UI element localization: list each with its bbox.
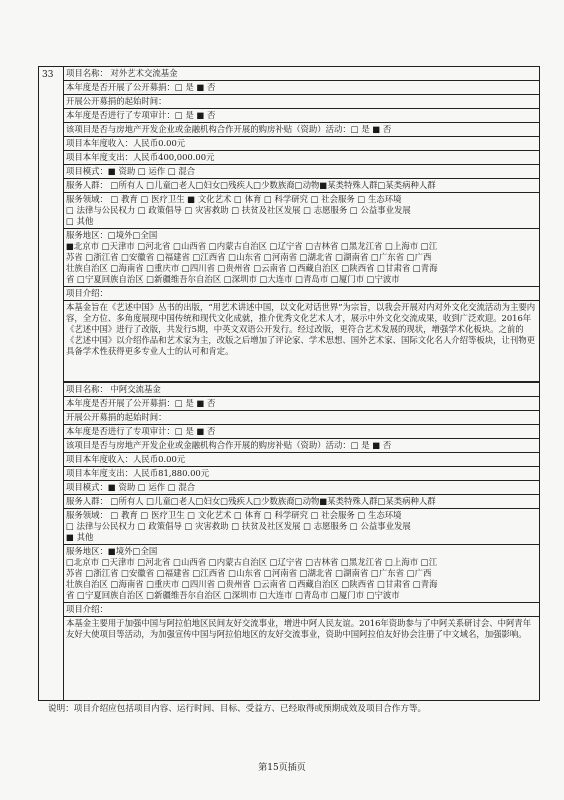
- region-line: 苏省 □浙江省 □安徽省 □福建省 □江西省 □山东省 □河南省 □湖北省 □湖南省 □广东省 □广西: [66, 568, 432, 578]
- region-line: 壮族自治区 □海南省 □重庆市 □四川省 □贵州省 □云南省 □西藏自治区 □陕西省 □甘肃省 □青海: [66, 263, 438, 273]
- region-line: 壮族自治区 □海南省 □重庆市 □四川省 □贵州省 □云南省 □西藏自治区 □陕西省 □甘肃省 □青海: [66, 579, 438, 589]
- mode-field: 项目模式：■ 资助 □ 运作 □ 混合: [64, 165, 539, 179]
- region-head: 服务地区：□境外□全国: [66, 230, 158, 240]
- fundraising-field: 本年度是否开展了公开募捐：□ 是 ■ 否: [64, 397, 539, 411]
- expense-field: 项目本年度支出：人民币400,000.00元: [64, 151, 539, 165]
- intro-head: 项目介绍：: [64, 287, 539, 301]
- region-line: □北京市 □天津市 □河北省 □山西省 □内蒙古自治区 □辽宁省 □吉林省 □黑龙江省 □上海市 □江: [66, 557, 438, 567]
- service-field-line: □ 法律与公民权力 □ 政策倡导 □ 灾害救助 □ 扶贫及社区发展 □ 志愿服务 □ 公益事业发展: [66, 521, 411, 531]
- intro-text: 本基金旨在《艺述中国》丛书的出版，“用艺术讲述中国，以文化对话世界”为宗旨，以我会开展对内对外文化交流活动为主要内容，全方位、多角度展现中国传统和现代文化成就，推介优秀文化艺术人才，展示中外文化交流成果，收到广泛欢迎。2016年《艺述中国》进行了改版，共发行5期，中英文双语公开发行。经过改版，更符合艺术发展的现状，增强学术化板块。之前的《艺述中国》以介绍作品和艺术家为主，改版之后增加了评论家、学术思想、国外艺术家、国际文化名人介绍等板块，让刊物更具备学术性获得更多专业人士的认可和肯定。: [64, 301, 539, 383]
- index-column: [39, 67, 64, 700]
- region-head: 服务地区：■境外□全国: [66, 546, 158, 556]
- intro-head: 项目介绍：: [64, 603, 539, 617]
- footnote: 说明：项目介绍应包括项目内容、运行时间、目标、受益方、已经取得或预期成效及项目合作方等。: [48, 704, 427, 714]
- fundraising-field: 本年度是否开展了公开募捐：□ 是 ■ 否: [64, 81, 539, 95]
- income-field: 项目本年度收入：人民币0.00元: [64, 453, 539, 467]
- expense-field: 项目本年度支出：人民币81,880.00元: [64, 467, 539, 481]
- housing-subsidy-field: 该项目是否与房地产开发企业或金融机构合作开展的购房补贴（资助）活动：□ 是 ■ 否: [64, 439, 539, 453]
- service-field-line: ■ 其他: [66, 532, 94, 542]
- intro-text: 本基金主要用于加强中国与阿拉伯地区民间友好交流事业，增进中阿人民友谊。2016年资助参与了中阿关系研讨会、中阿青年友好大使项目等活动，为加强宣传中国与阿拉伯地区的友好交流事业，资助中国阿拉伯友好协会注册了中文域名，加强影响。: [66, 618, 532, 639]
- service-field: [64, 193, 539, 229]
- region-line: 省 □宁夏回族自治区 □新疆维吾尔自治区 □深圳市 □大连市 □青岛市 □厦门市 □宁波市: [66, 590, 400, 600]
- project-name: 项目名称： 对外艺术交流基金: [64, 67, 539, 81]
- service-field: [64, 509, 539, 545]
- service-field-line: 服务领域： □ 教育 □ 医疗卫生 ■ 文化艺术 □ 体育 □ 科学研究 □ 社会服务 □ 生态环境: [66, 194, 402, 204]
- fundraising-start-field: 开展公开募捐的起始时间：: [64, 411, 539, 425]
- region-line: 省 □宁夏回族自治区 □新疆维吾尔自治区 □深圳市 □大连市 □青岛市 □厦门市 □宁波市: [66, 274, 400, 284]
- table-body: [64, 67, 539, 641]
- housing-subsidy-field: 该项目是否与房地产开发企业或金融机构合作开展的购房补贴（资助）活动：□ 是 ■ 否: [64, 123, 539, 137]
- row-index: 33: [42, 70, 54, 80]
- region-field: [64, 229, 539, 287]
- mode-field: 项目模式：■ 资助 □ 运作 □ 混合: [64, 481, 539, 495]
- fundraising-start-field: 开展公开募捐的起始时间：: [64, 95, 539, 109]
- service-field-line: 服务领域： □ 教育 □ 医疗卫生 □ 文化艺术 □ 体育 □ 科学研究 □ 社会服务 □ 生态环境: [66, 510, 402, 520]
- service-field-line: □ 其他: [66, 216, 94, 226]
- project-table: [38, 66, 540, 701]
- audit-field: 本年度是否进行了专项审计：□ 是 ■ 否: [64, 109, 539, 123]
- region-line: ■北京市 □天津市 □河北省 □山西省 □内蒙古自治区 □辽宁省 □吉林省 □黑龙江省 □上海市 □江: [66, 241, 438, 251]
- crowd-field: 服务人群： □所有人 □儿童□老人□妇女□残疾人□少数族裔□动物■某类特殊人群□某类病种人群: [64, 495, 539, 509]
- region-line: 苏省 □浙江省 □安徽省 □福建省 □江西省 □山东省 □河南省 □湖北省 □湖南省 □广东省 □广西: [66, 252, 432, 262]
- page-number: 第15页插页: [258, 763, 306, 773]
- project-name: 项目名称： 中阿交流基金: [64, 383, 539, 397]
- audit-field: 本年度是否进行了专项审计：□ 是 ■ 否: [64, 425, 539, 439]
- income-field: 项目本年度收入：人民币0.00元: [64, 137, 539, 151]
- service-field-line: □ 法律与公民权力 □ 政策倡导 □ 灾害救助 □ 扶贫及社区发展 □ 志愿服务 □ 公益事业发展: [66, 205, 411, 215]
- crowd-field: 服务人群： □所有人 □儿童□老人□妇女□残疾人□少数族裔□动物■某类特殊人群□某类病种人群: [64, 179, 539, 193]
- region-field: [64, 545, 539, 603]
